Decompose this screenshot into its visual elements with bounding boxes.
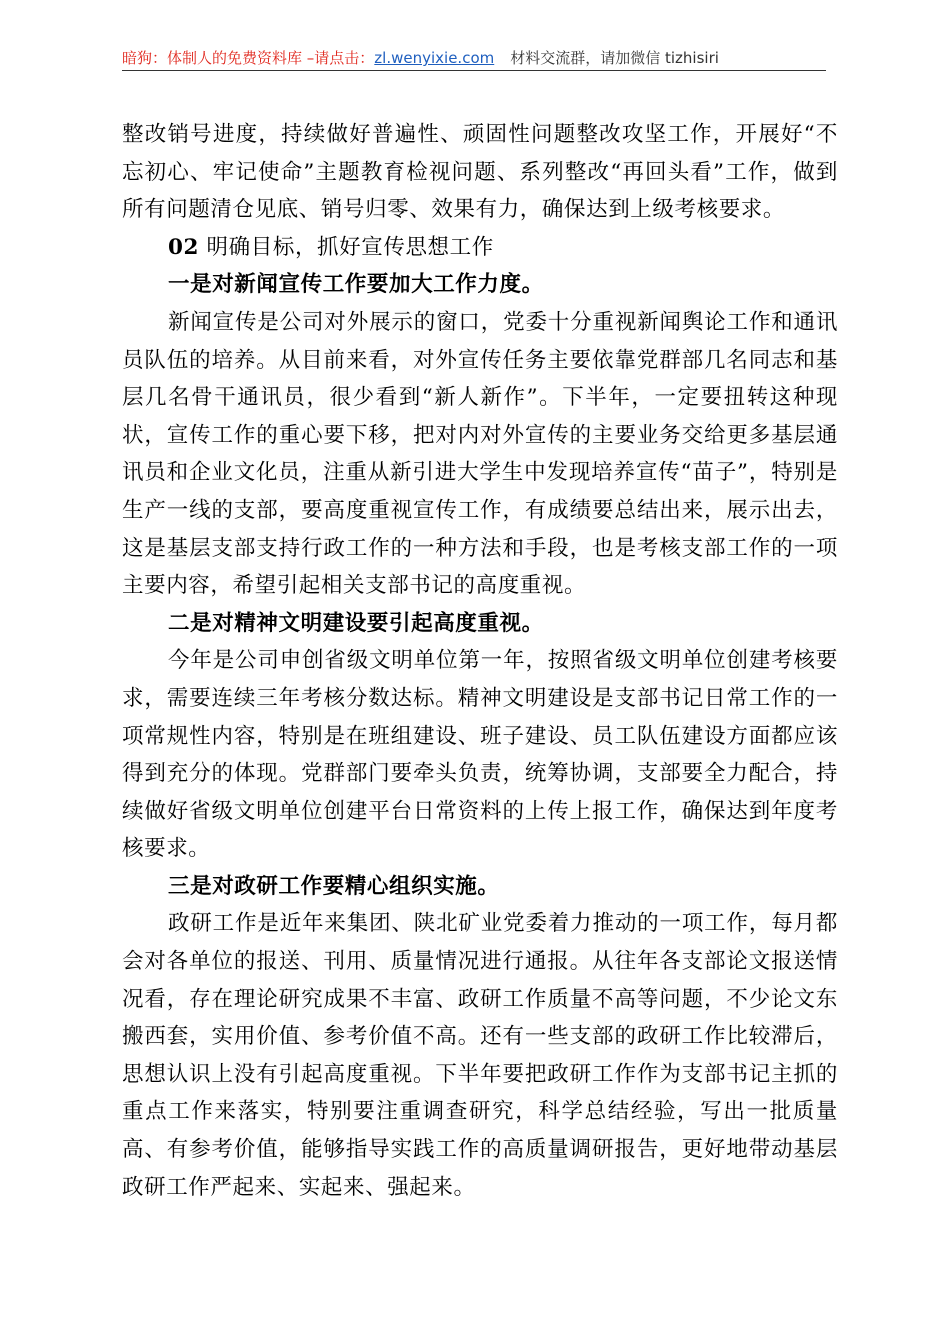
page-header (122, 46, 826, 70)
intro-paragraph: 整改销号进度，持续做好普遍性、顽固性问题整改攻坚工作，开展好“不忘初心、牢记使命”主题教育检视问题、系列整改“再回头看”工作，做到所有问题清仓见底、销号归零、效果有力，确保达到上级考核要求。 (122, 122, 838, 223)
section-heading (122, 229, 838, 267)
paragraph-news-publicity: 新闻宣传是公司对外展示的窗口，党委十分重视新闻舆论工作和通讯员队伍的培养。从目前来看，对外宣传任务主要依靠党群部几名同志和基层几名骨干通讯员，很少看到“新人新作”。下半年，一定要扭转这种现状，宣传工作的重心要下移，把对内对外宣传的主要业务交给更多基层通讯员和企业文化员，注重从新引进大学生中发现培养宣传“苗子”，特别是生产一线的支部，要高度重视宣传工作，有成绩要总结出来，展示出去，这是基层支部支持行政工作的一种方法和手段，也是考核支部工作的一项主要内容，希望引起相关支部书记的高度重视。 (122, 309, 838, 599)
heading-policy-research: 三是对政研工作要精心组织实施。 (168, 873, 500, 899)
section-number: 02 (168, 234, 200, 260)
header-promo-title: 暗狗：体制人的免费资料库 (122, 49, 303, 67)
header-divider (122, 70, 826, 71)
header-wechat: 材料交流群，请加微信 tizhisiri (510, 49, 719, 67)
paragraph-spiritual-civilization: 今年是公司申创省级文明单位第一年，按照省级文明单位创建考核要求，需要连续三年考核分数达标。精神文明建设是支部书记日常工作的一项常规性内容，特别是在班组建设、班子建设、员工队伍建设方面都应该得到充分的体现。党群部门要牵头负责，统筹协调，支部要全力配合，持续做好省级文明单位创建平台日常资料的上传上报工作，确保达到年度考核要求。 (122, 648, 838, 862)
heading-news-publicity: 一是对新闻宣传工作要加大工作力度。 (168, 272, 544, 298)
header-link[interactable]: zl.wenyixie.com (374, 49, 495, 67)
heading-spiritual-civilization: 二是对精神文明建设要引起高度重视。 (168, 610, 544, 636)
header-promo-click: –请点击： (302, 49, 375, 67)
document-body (122, 116, 838, 1206)
section-title: 明确目标，抓好宣传思想工作 (199, 234, 494, 260)
paragraph-policy-research: 政研工作是近年来集团、陕北矿业党委着力推动的一项工作，每月都会对各单位的报送、刊用、质量情况进行通报。从往年各支部论文报送情况看，存在理论研究成果不丰富、政研工作质量不高等问题，不少论文东搬西套，实用价值、参考价值不高。还有一些支部的政研工作比较滞后，思想认识上没有引起高度重视。下半年要把政研工作作为支部书记主抓的重点工作来落实，特别要注重调查研究，科学总结经验，写出一批质量高、有参考价值，能够指导实践工作的高质量调研报告，更好地带动基层政研工作严起来、实起来、强起来。 (122, 911, 838, 1200)
